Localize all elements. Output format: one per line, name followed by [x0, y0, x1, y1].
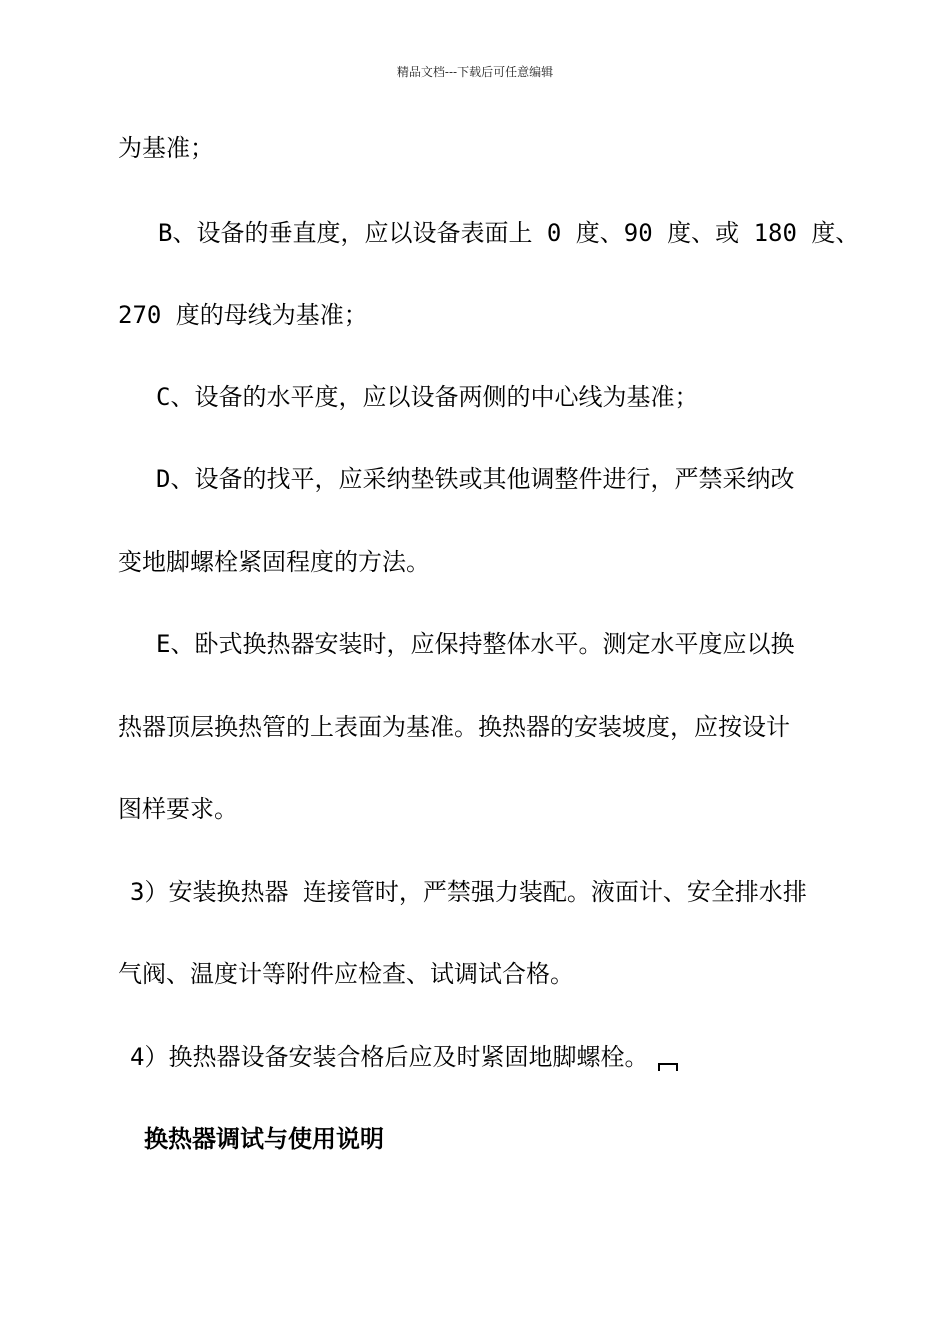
paragraph-line: C、设备的水平度，应以设备两侧的中心线为基准； [156, 383, 699, 411]
page-header: 精品文档---下载后可任意编辑 [396, 65, 554, 79]
paragraph-line: 3）安装换热器 连接管时，严禁强力装配。液面计、安全排水排 [130, 878, 807, 906]
paragraph-line-text: 4）换热器设备安装合格后应及时紧固地脚螺栓。 [130, 1043, 649, 1071]
paragraph-line: 图样要求。 [118, 795, 238, 823]
section-heading: 换热器调试与使用说明 [144, 1125, 384, 1153]
paragraph-line: 270 度的母线为基准； [118, 301, 368, 329]
paragraph-line: 气阀、温度计等附件应检查、试调试合格。 [118, 960, 574, 988]
paragraph-line: 变地脚螺栓紧固程度的方法。 [118, 548, 430, 576]
paragraph-line [130, 1040, 678, 1074]
paragraph-line: D、设备的找平，应采纳垫铁或其他调整件进行，严禁采纳改 [156, 465, 795, 493]
paragraph-line: 热器顶层换热管的上表面为基准。换热器的安装坡度，应按设计 [118, 713, 790, 741]
paragraph-line: 为基准； [118, 134, 214, 162]
paragraph-line: E、卧式换热器安装时，应保持整体水平。测定水平度应以换 [156, 630, 795, 658]
paragraph-line: B、设备的垂直度，应以设备表面上 0 度、90 度、或 180 度、 [158, 219, 860, 247]
bracket-mark-icon [658, 1063, 678, 1071]
